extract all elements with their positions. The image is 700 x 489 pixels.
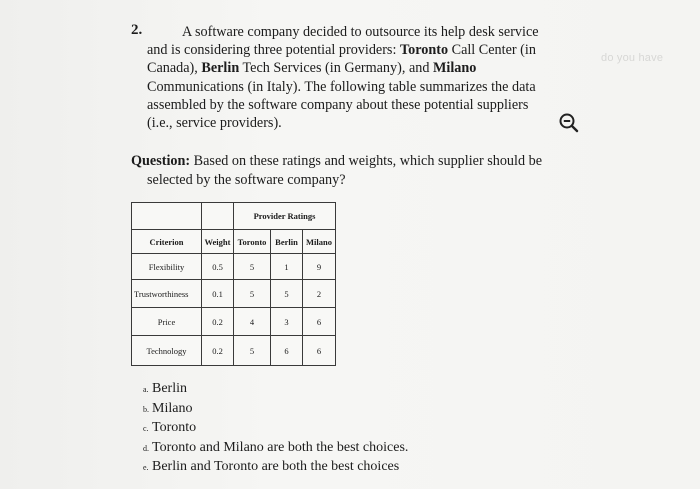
zoom-out-icon[interactable]: [558, 112, 580, 134]
intro-text: A software company decided to outsource its help desk service and is considering three potential providers:: [147, 24, 539, 59]
option-text: Berlin and Toronto are both the best choices: [152, 459, 400, 475]
option-d[interactable]: [143, 439, 408, 459]
header-criterion: Criterion: [132, 230, 202, 254]
provider-ratings-table: [131, 202, 336, 366]
provider-toronto: Toronto: [399, 42, 449, 59]
option-text: Toronto and Milano are both the best choices.: [152, 439, 409, 455]
table-row: [132, 280, 336, 308]
intro-text: Call Center (in Canada),: [147, 42, 536, 77]
table-row: [132, 336, 336, 366]
row-berlin-rating: 5: [271, 280, 303, 308]
answer-options: [143, 380, 408, 478]
option-text: Berlin: [152, 381, 187, 396]
question-label: Question:: [131, 153, 191, 169]
row-weight: 0.2: [202, 336, 234, 366]
row-toronto-rating: 5: [234, 280, 271, 308]
row-berlin-rating: 6: [271, 336, 303, 366]
question-intro: [147, 23, 547, 132]
row-berlin-rating: 3: [271, 308, 303, 336]
question-number: 2.: [131, 22, 143, 38]
row-toronto-rating: 5: [234, 336, 271, 366]
option-a[interactable]: [143, 380, 408, 400]
option-marker: e.: [143, 463, 149, 473]
row-weight: 0.2: [202, 308, 234, 336]
row-criterion: Flexibility: [132, 254, 202, 280]
option-marker: c.: [143, 424, 149, 434]
row-milano-rating: 6: [303, 336, 336, 366]
option-c[interactable]: [143, 419, 408, 439]
header-milano: Milano: [303, 230, 336, 254]
table-row: [132, 254, 336, 280]
option-marker: a.: [143, 385, 149, 394]
table-cell-empty: [132, 203, 202, 230]
row-criterion: Technology: [132, 336, 202, 366]
row-criterion: Trustworthiness: [132, 280, 202, 308]
header-weight: Weight: [202, 230, 234, 254]
provider-milano: Milano: [432, 60, 477, 77]
row-toronto-rating: 5: [234, 254, 271, 280]
row-criterion: Price: [132, 308, 202, 336]
row-weight: 0.1: [202, 280, 234, 308]
option-marker: b.: [143, 404, 149, 414]
question-prompt: [131, 152, 567, 189]
row-milano-rating: 6: [303, 308, 336, 336]
header-toronto: Toronto: [234, 230, 271, 254]
faded-watermark-text: do you have: [601, 52, 664, 64]
provider-berlin: Berlin: [201, 60, 240, 77]
option-text: Toronto: [152, 420, 197, 436]
row-milano-rating: 2: [303, 280, 336, 308]
table-header-row: [132, 230, 336, 254]
row-milano-rating: 9: [303, 254, 336, 280]
option-e[interactable]: [143, 458, 408, 478]
table-cell-empty: [202, 203, 234, 230]
row-weight: 0.5: [202, 254, 234, 280]
question-text: Based on these ratings and weights, which supplier should be selected by the software company?: [147, 153, 542, 188]
provider-ratings-header: Provider Ratings: [234, 203, 336, 230]
table-group-header-row: [132, 203, 336, 230]
option-marker: d.: [143, 443, 149, 453]
row-toronto-rating: 4: [234, 308, 271, 336]
row-berlin-rating: 1: [271, 254, 303, 280]
intro-text: Communications (in Italy). The following table summarizes the data assembled by the software company about these potential suppliers (i.e., service providers).: [147, 78, 536, 132]
option-b[interactable]: [143, 400, 408, 420]
table-row: [132, 308, 336, 336]
option-text: Milano: [152, 400, 193, 416]
header-berlin: Berlin: [271, 230, 303, 254]
intro-text: Tech Services (in Germany), and: [239, 60, 433, 77]
